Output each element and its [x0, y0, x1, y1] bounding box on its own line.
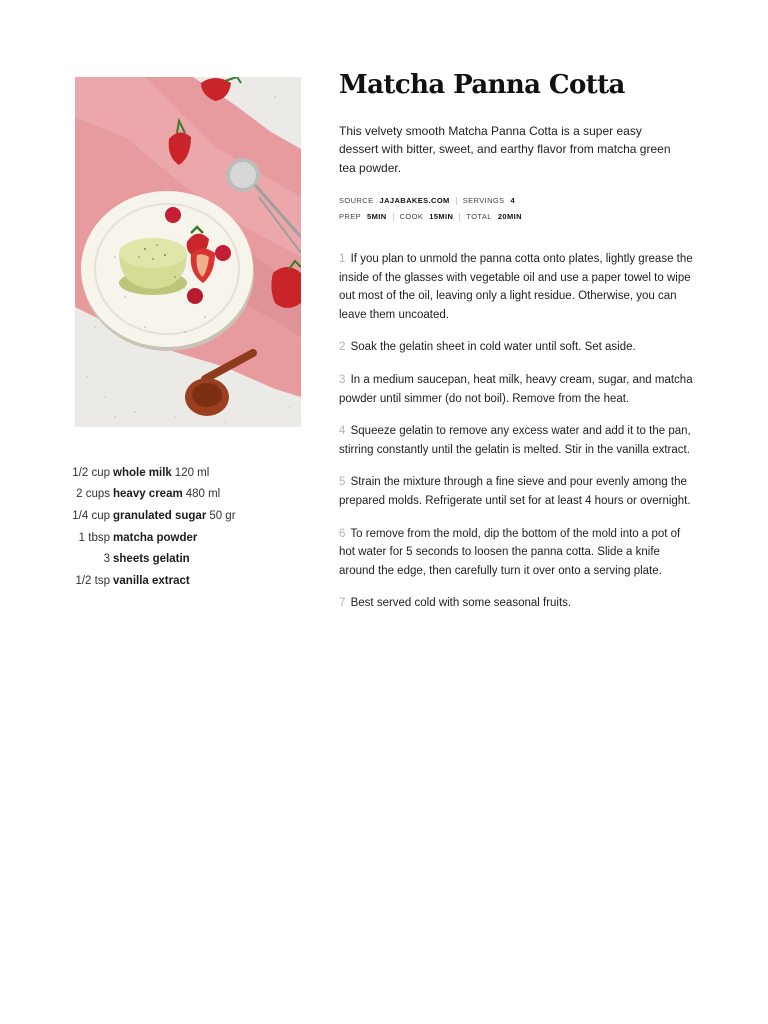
recipe-meta-source-servings: [339, 196, 699, 205]
step-text: If you plan to unmold the panna cotta onto plates, lightly grease the inside of the glasses with vegetable oil and use a paper towel to wipe out most of the oil, leaving only a light residue. Otherwise, you can leave them uncoated.: [339, 253, 693, 321]
total-label: TOTAL: [466, 212, 492, 221]
ingredient-quantity: 2 cups: [76, 488, 110, 501]
recipe-title: Matcha Panna Cotta: [339, 70, 625, 100]
ingredient-item: [60, 527, 310, 549]
source-value: JAJABAKES.COM: [379, 196, 450, 205]
source-label: SOURCE: [339, 196, 374, 205]
instruction-step: [339, 338, 694, 357]
instruction-step: [339, 473, 694, 510]
servings-value: 4: [510, 196, 516, 205]
prep-value: 5MIN: [367, 212, 387, 221]
cook-value: 15MIN: [429, 212, 454, 221]
ingredient-name: whole milk: [113, 466, 172, 479]
step-number: 4: [339, 425, 346, 438]
ingredient-item: [60, 462, 310, 484]
ingredient-quantity: 1/4 cup: [72, 509, 110, 522]
ingredient-name: matcha powder: [113, 531, 198, 544]
step-number: 3: [339, 373, 346, 386]
recipe-photo: [75, 77, 301, 427]
meta-divider: [459, 213, 460, 221]
instruction-step: [339, 594, 694, 613]
ingredient-quantity: 1/2 tsp: [75, 574, 110, 587]
cook-label: COOK: [399, 212, 424, 221]
servings-label: SERVINGS: [462, 196, 505, 205]
ingredient-item: [60, 484, 310, 506]
instruction-step: [339, 422, 694, 459]
ingredient-amount: 50 gr: [209, 509, 236, 522]
ingredient-quantity: 1 tbsp: [78, 531, 110, 544]
ingredient-item: [60, 570, 310, 592]
instruction-step: [339, 371, 694, 408]
ingredient-amount: 120 ml: [174, 466, 210, 479]
recipe-meta-times: [339, 212, 699, 221]
step-text: Soak the gelatin sheet in cold water until soft. Set aside.: [350, 341, 636, 354]
step-number: 6: [339, 527, 346, 540]
ingredients-list: [60, 462, 310, 592]
ingredient-item: [60, 505, 310, 527]
ingredient-name: sheets gelatin: [113, 553, 190, 566]
step-text: Best served cold with some seasonal fruits.: [350, 597, 572, 610]
meta-divider: [393, 213, 394, 221]
recipe-description: This velvety smooth Matcha Panna Cotta is a super easy dessert with bitter, sweet, and earthy flavor from matcha green tea powder.: [339, 124, 671, 175]
step-text: To remove from the mold, dip the bottom of the mold into a pot of hot water for 5 seconds to loosen the panna cotta. Slide a knife around the edge, then carefully turn it over onto a serving plate.: [339, 527, 681, 577]
ingredient-item: [60, 548, 310, 570]
step-text: Strain the mixture through a fine sieve and pour evenly among the prepared molds. Refrigerate until set for at least 4 hours or overnight.: [339, 476, 691, 507]
total-value: 20MIN: [497, 212, 522, 221]
meta-divider: [456, 197, 457, 205]
step-text: Squeeze gelatin to remove any excess water and add it to the pan, stirring constantly until the gelatin is melted. Stir in the vanilla extract.: [339, 425, 691, 456]
instruction-step: [339, 525, 694, 581]
prep-label: PREP: [339, 212, 362, 221]
step-number: 1: [339, 253, 346, 265]
step-number: 2: [339, 341, 346, 354]
ingredient-quantity: 3: [103, 553, 110, 566]
ingredient-amount: 480 ml: [185, 488, 221, 501]
step-text: In a medium saucepan, heat milk, heavy cream, sugar, and matcha powder until simmer (do not boil). Remove from the heat.: [339, 373, 693, 405]
ingredient-quantity: 1/2 cup: [72, 466, 110, 479]
instruction-step: [339, 250, 694, 324]
step-number: 7: [339, 597, 346, 610]
ingredient-name: heavy cream: [113, 488, 183, 501]
instructions-list: [339, 250, 694, 627]
ingredient-name: granulated sugar: [113, 509, 207, 522]
ingredient-name: vanilla extract: [113, 574, 190, 587]
step-number: 5: [339, 476, 346, 489]
